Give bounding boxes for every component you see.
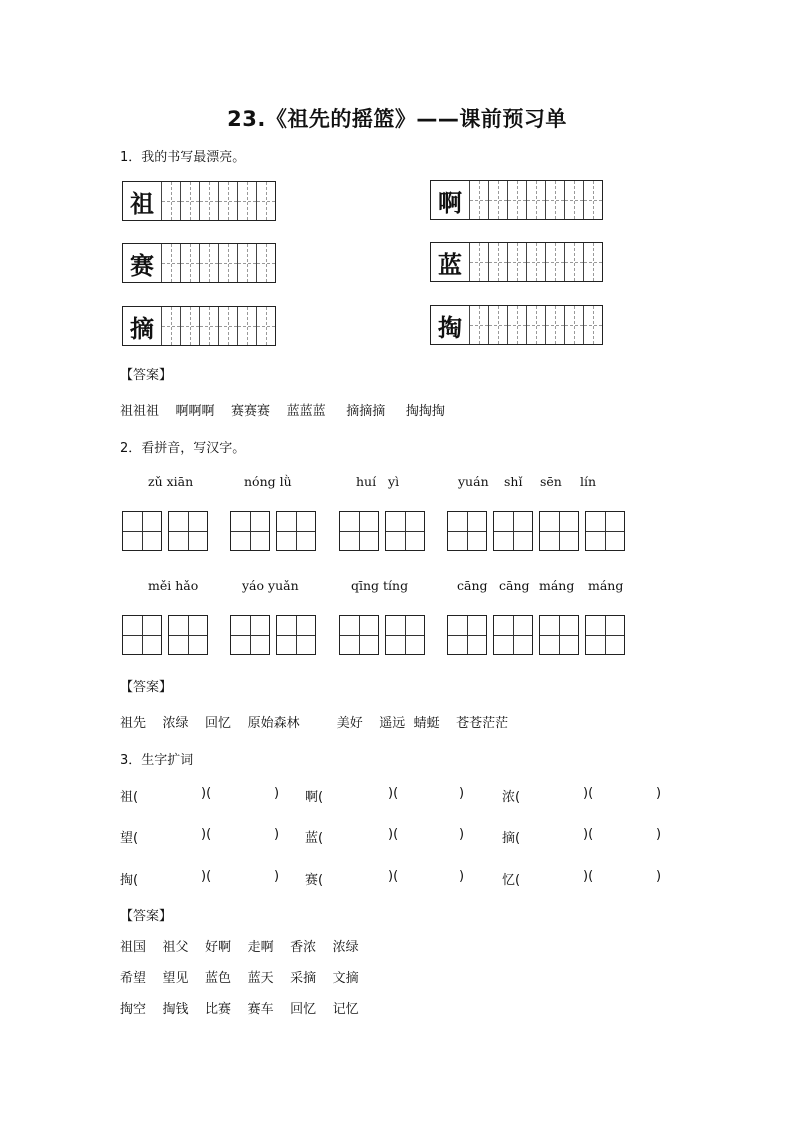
tianzige-box bbox=[230, 511, 270, 551]
tianzige-box bbox=[168, 615, 208, 655]
answer-1: 祖祖祖 啊啊啊 赛赛赛 蓝蓝蓝 摘摘摘 掏掏掏 bbox=[120, 404, 445, 419]
expand-item-separator: )( bbox=[201, 827, 212, 842]
expand-item-end: ) bbox=[656, 869, 662, 884]
answer-label-1: 【答案】 bbox=[120, 368, 173, 383]
expand-item-separator: )( bbox=[388, 827, 399, 842]
question-1-label: 1．我的书写最漂亮。 bbox=[120, 150, 246, 165]
expand-item-end: ) bbox=[274, 869, 280, 884]
tianzige-box bbox=[585, 511, 625, 551]
pinyin: máng bbox=[588, 578, 624, 593]
writing-strip-2 bbox=[430, 180, 603, 220]
tianzige-box bbox=[447, 615, 487, 655]
tianzige-box bbox=[276, 615, 316, 655]
expand-item-separator: )( bbox=[583, 869, 594, 884]
model-char: 蓝 bbox=[438, 249, 462, 279]
pinyin: cāng bbox=[499, 578, 530, 593]
expand-item-separator: )( bbox=[201, 869, 212, 884]
tianzige-box bbox=[385, 615, 425, 655]
pinyin: máng bbox=[539, 578, 575, 593]
expand-item-separator: )( bbox=[583, 786, 594, 801]
answer-2: 祖先 浓绿 回忆 原始森林 美好 遥远 蜻蜓 苍苍茫茫 bbox=[120, 716, 509, 731]
question-3-label: 3．生字扩词 bbox=[120, 753, 194, 768]
pinyin: shǐ bbox=[504, 474, 523, 489]
tianzige-box bbox=[122, 511, 162, 551]
expand-item-end: ) bbox=[656, 827, 662, 842]
expand-item: 望( bbox=[120, 831, 139, 846]
expand-item: 摘( bbox=[502, 831, 521, 846]
writing-strip-1 bbox=[122, 181, 276, 221]
pinyin: lín bbox=[580, 474, 597, 489]
pinyin: qīng tíng bbox=[351, 578, 409, 593]
expand-item-separator: )( bbox=[388, 786, 399, 801]
expand-item: 啊( bbox=[305, 790, 324, 805]
pinyin: zǔ xiān bbox=[148, 474, 194, 489]
model-char: 掏 bbox=[438, 312, 462, 342]
tianzige-box bbox=[230, 615, 270, 655]
expand-item-separator: )( bbox=[583, 827, 594, 842]
tianzige-box bbox=[585, 615, 625, 655]
expand-item-separator: )( bbox=[388, 869, 399, 884]
model-char: 啊 bbox=[438, 187, 462, 217]
tianzige-box bbox=[385, 511, 425, 551]
pinyin: sēn bbox=[540, 474, 562, 489]
model-char: 祖 bbox=[130, 188, 154, 218]
pinyin: yáo yuǎn bbox=[242, 578, 299, 593]
tianzige-box bbox=[539, 615, 579, 655]
tianzige-box bbox=[276, 511, 316, 551]
question-2-label: 2．看拼音，写汉字。 bbox=[120, 441, 246, 456]
expand-item: 浓( bbox=[502, 790, 521, 805]
answer-3-line-3: 掏空 掏钱 比赛 赛车 回忆 记忆 bbox=[120, 1002, 359, 1017]
tianzige-box bbox=[168, 511, 208, 551]
tianzige-box bbox=[493, 511, 533, 551]
expand-item: 赛( bbox=[305, 873, 324, 888]
expand-item-end: ) bbox=[459, 786, 465, 801]
writing-strip-3 bbox=[122, 243, 276, 283]
expand-item-end: ) bbox=[274, 786, 280, 801]
expand-item: 忆( bbox=[502, 873, 521, 888]
tianzige-box bbox=[122, 615, 162, 655]
expand-item-end: ) bbox=[459, 827, 465, 842]
pinyin: měi hǎo bbox=[148, 578, 199, 593]
expand-item: 祖( bbox=[120, 790, 139, 805]
answer-3-line-2: 希望 望见 蓝色 蓝天 采摘 文摘 bbox=[120, 971, 359, 986]
tianzige-box bbox=[339, 511, 379, 551]
answer-3-line-1: 祖国 祖父 好啊 走啊 香浓 浓绿 bbox=[120, 940, 359, 955]
pinyin: huí yì bbox=[356, 474, 400, 489]
pinyin: cāng bbox=[457, 578, 488, 593]
expand-item: 掏( bbox=[120, 873, 139, 888]
expand-item-end: ) bbox=[656, 786, 662, 801]
pinyin: nóng lǜ bbox=[244, 474, 292, 489]
answer-label-3: 【答案】 bbox=[120, 909, 173, 924]
model-char: 赛 bbox=[130, 250, 154, 280]
expand-item-end: ) bbox=[274, 827, 280, 842]
expand-item: 蓝( bbox=[305, 831, 324, 846]
writing-strip-6 bbox=[430, 305, 603, 345]
page-title: 23.《祖先的摇篮》——课前预习单 bbox=[227, 107, 567, 131]
pinyin: yuán bbox=[458, 474, 489, 489]
writing-strip-4 bbox=[430, 242, 603, 282]
tianzige-box bbox=[493, 615, 533, 655]
tianzige-box bbox=[339, 615, 379, 655]
writing-strip-5 bbox=[122, 306, 276, 346]
tianzige-box bbox=[447, 511, 487, 551]
expand-item-separator: )( bbox=[201, 786, 212, 801]
expand-item-end: ) bbox=[459, 869, 465, 884]
model-char: 摘 bbox=[130, 313, 154, 343]
answer-label-2: 【答案】 bbox=[120, 680, 173, 695]
tianzige-box bbox=[539, 511, 579, 551]
